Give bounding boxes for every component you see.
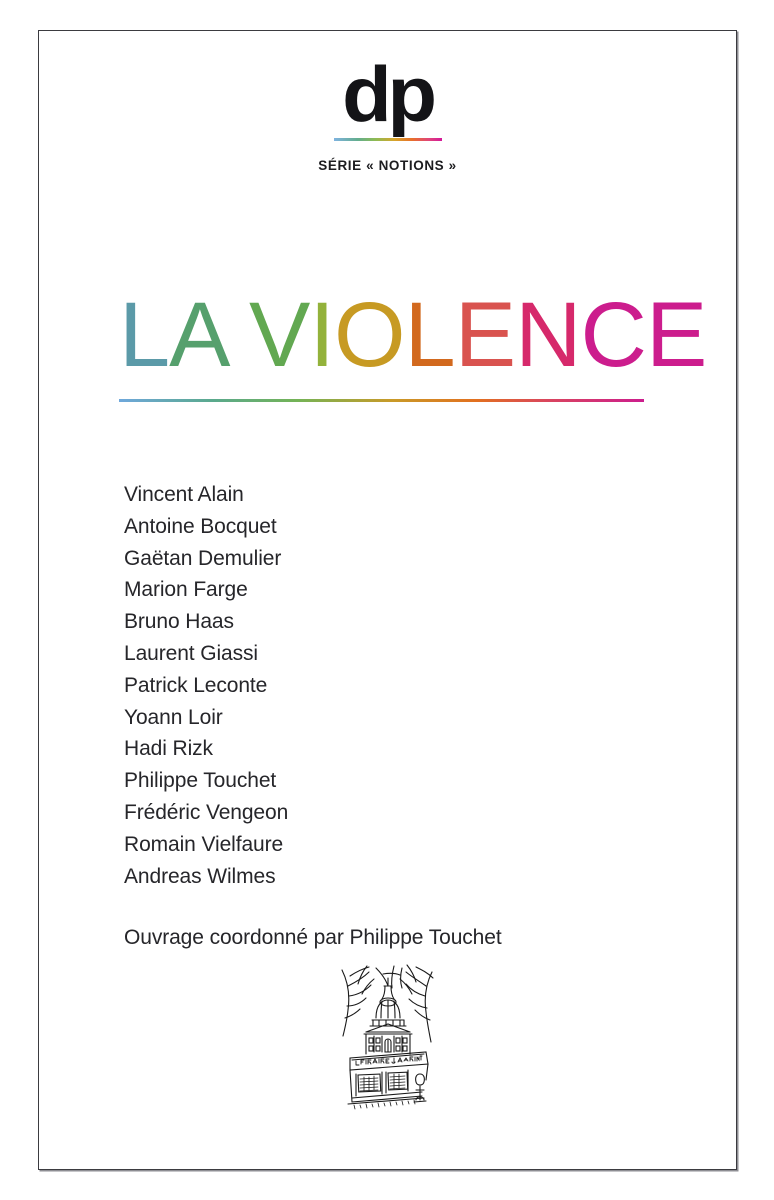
title-gradient-rule — [119, 399, 644, 402]
title-letter-0: L — [119, 284, 170, 386]
title-letter-10: E — [645, 284, 707, 386]
author-item: Philippe Touchet — [124, 769, 277, 793]
vrin-bookshop-icon — [336, 962, 440, 1114]
page-title — [119, 284, 739, 386]
author-item: Yoann Loir — [124, 705, 223, 729]
publisher-logo — [39, 962, 736, 1114]
author-list — [124, 479, 288, 892]
title-letter-4: I — [309, 284, 334, 386]
title-letter-5: O — [333, 284, 405, 386]
title-letter-9: C — [580, 284, 646, 386]
title-letter-6: L — [404, 284, 455, 386]
author-item: Laurent Giassi — [124, 641, 259, 665]
author-item: Romain Vielfaure — [124, 832, 284, 856]
author-item: Hadi Rizk — [124, 737, 213, 761]
author-item: Frédéric Vengeon — [124, 800, 289, 824]
dp-logo-mark: dp — [342, 50, 433, 138]
title-letter-8: N — [515, 284, 581, 386]
author-item: Marion Farge — [124, 578, 248, 602]
title-letter-3: V — [249, 284, 310, 386]
series-label: SÉRIE « NOTIONS » — [318, 157, 457, 173]
title-letter-2 — [224, 284, 249, 386]
author-item: Antoine Bocquet — [124, 514, 277, 538]
title-block — [119, 284, 739, 402]
title-letter-7: E — [454, 284, 516, 386]
author-item: Bruno Haas — [124, 610, 234, 634]
author-item: Patrick Leconte — [124, 673, 268, 697]
author-item: Vincent Alain — [124, 483, 244, 506]
author-item: Andreas Wilmes — [124, 864, 276, 888]
imprint-block — [39, 50, 736, 173]
cover-frame-border — [38, 30, 737, 1170]
author-item: Gaëtan Demulier — [124, 546, 282, 570]
title-letter-1: A — [169, 284, 225, 386]
coordinator-line: Ouvrage coordonné par Philippe Touchet — [124, 926, 502, 949]
imprint-gradient-rule — [334, 138, 442, 141]
